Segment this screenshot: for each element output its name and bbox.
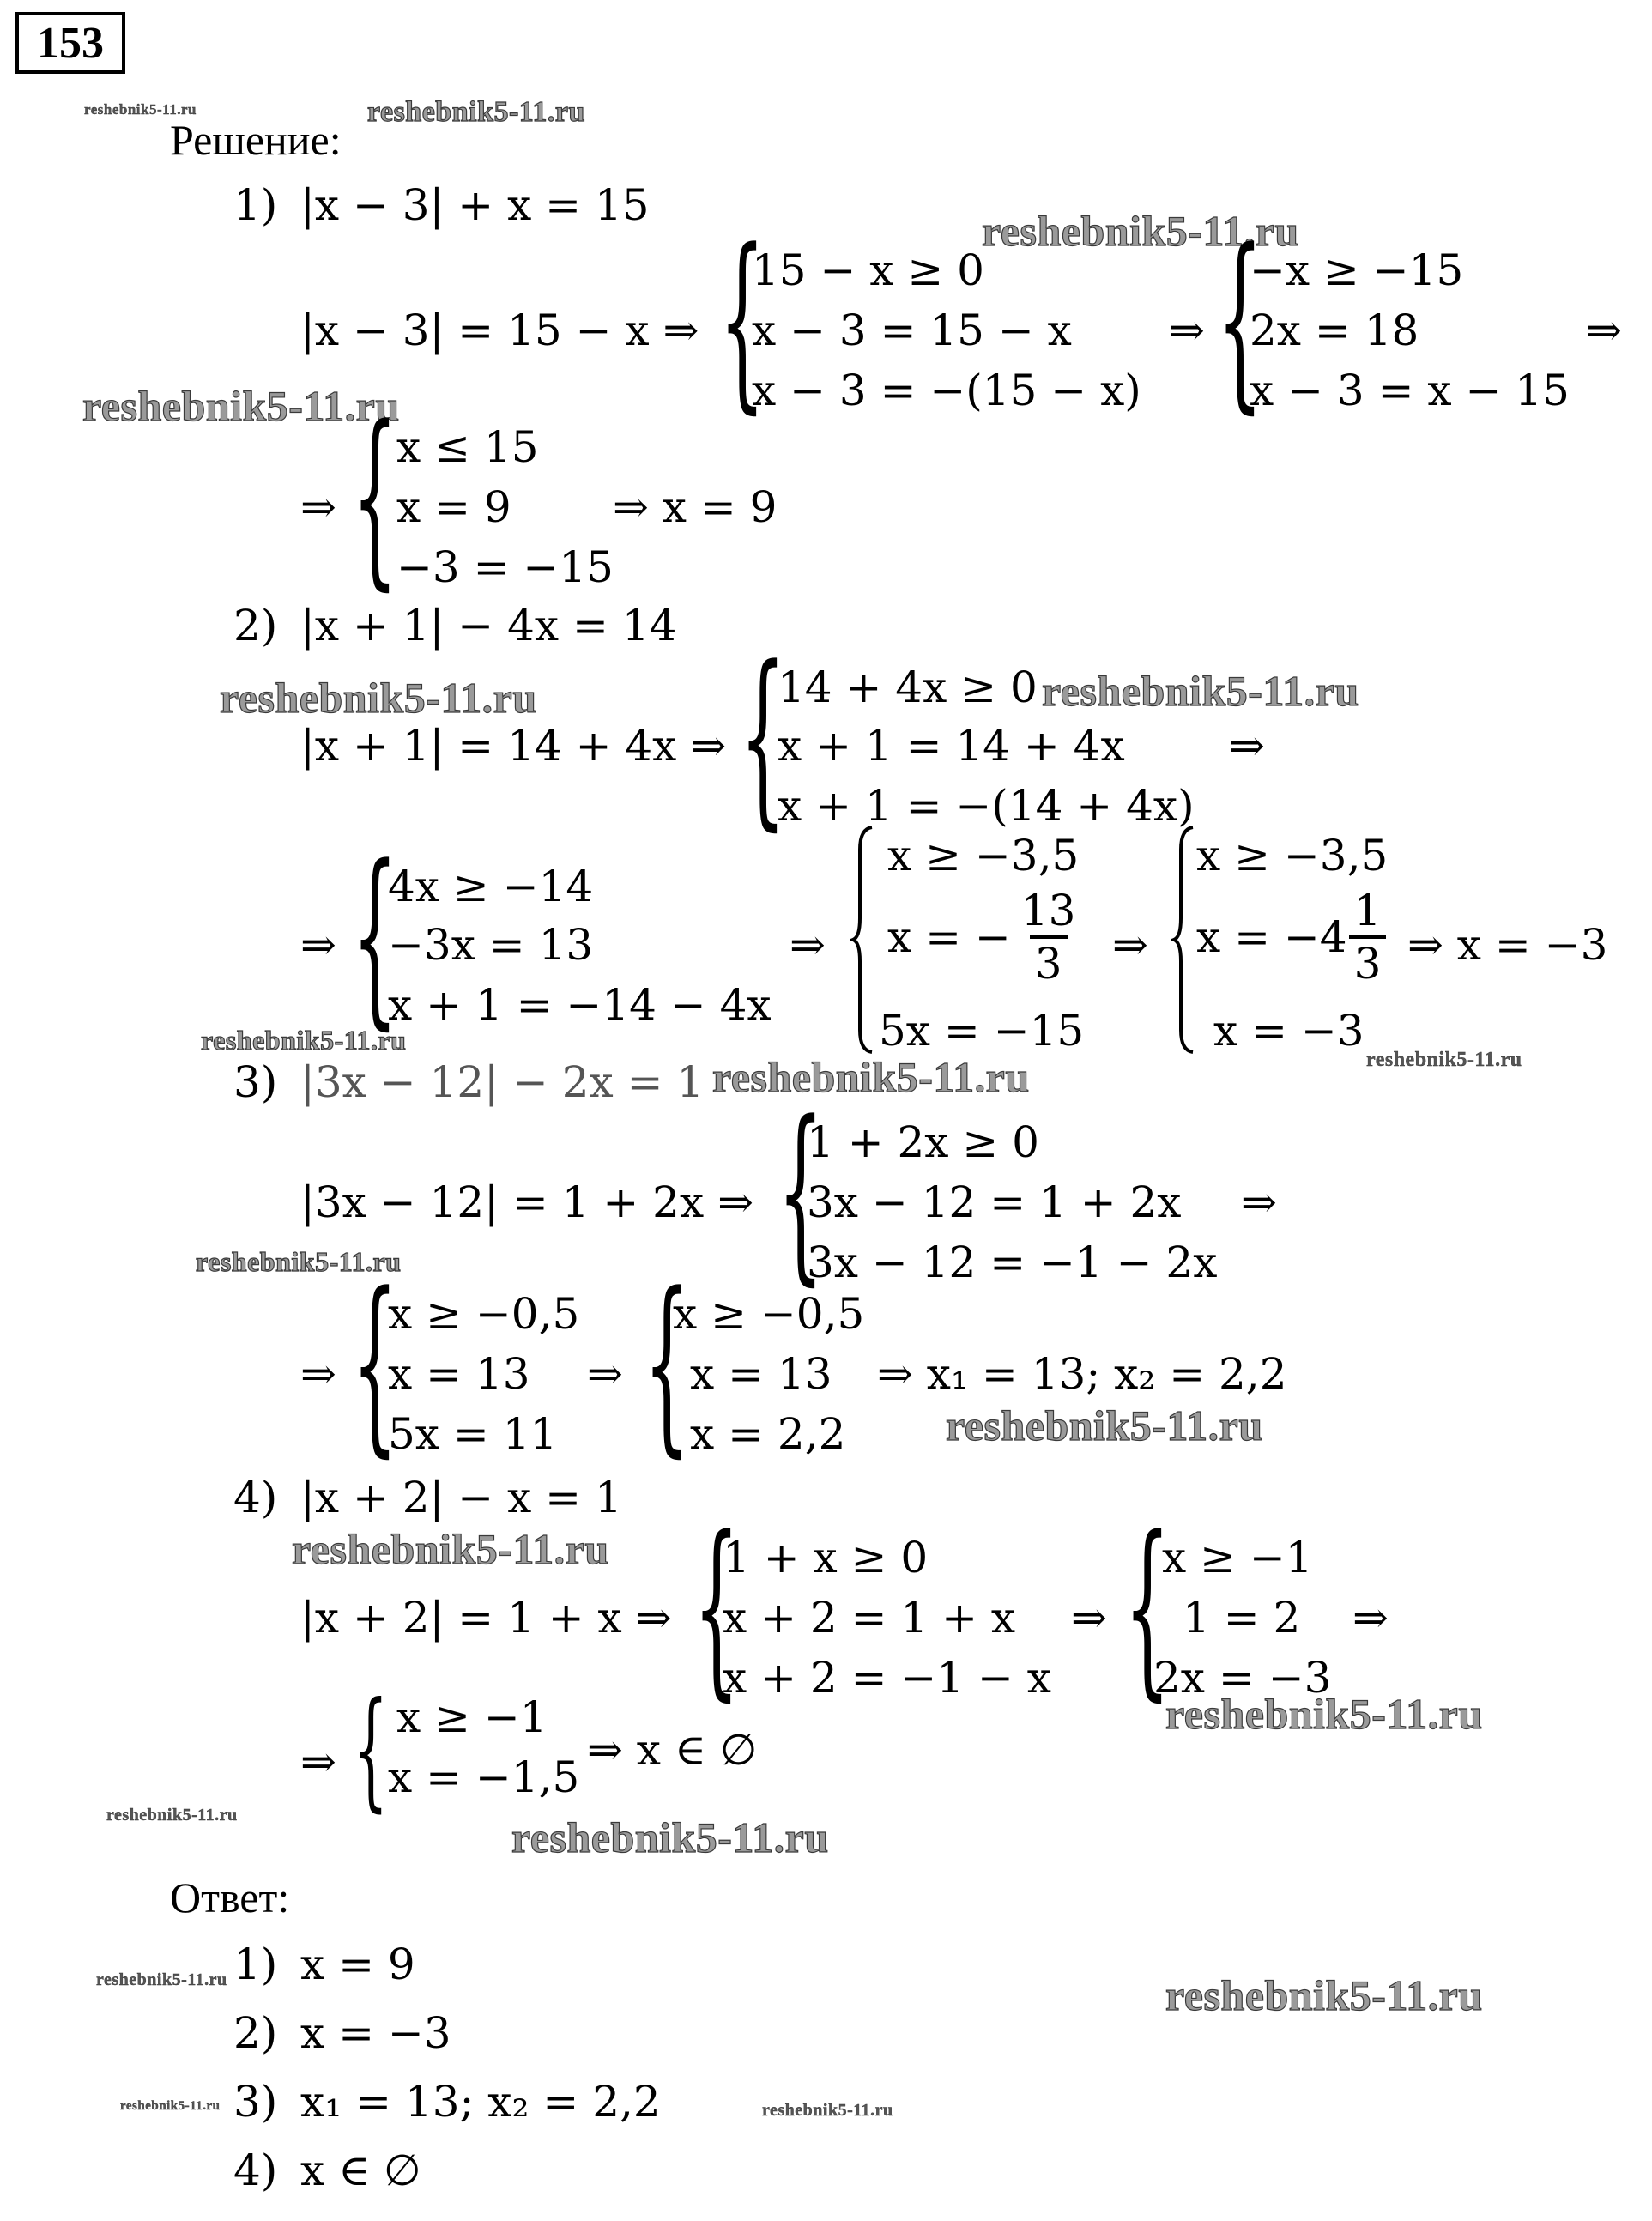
part2-sys1-line3: x + 1 = −(14 + 4x) bbox=[778, 781, 1195, 831]
implies-arrow: ⇒ bbox=[1241, 1177, 1277, 1227]
part2-sys2-line2: −3x = 13 bbox=[388, 920, 594, 970]
brace-icon: { bbox=[1217, 209, 1263, 431]
part3-sys2-line2: x = 13 bbox=[388, 1349, 530, 1399]
part2-sys1-line2: x + 1 = 14 + 4x bbox=[778, 721, 1125, 771]
watermark: reshebnik5-11.ru bbox=[712, 1053, 1030, 1101]
part2-sys3-line1: x ≥ −3,5 bbox=[887, 831, 1080, 881]
part2-sys3-line2 bbox=[887, 886, 1080, 989]
problem-number: 153 bbox=[15, 12, 125, 74]
brace-icon bbox=[1171, 824, 1196, 1056]
watermark: reshebnik5-11.ru bbox=[84, 101, 197, 118]
watermark: reshebnik5-11.ru bbox=[106, 1806, 238, 1825]
fraction bbox=[1016, 886, 1081, 989]
part1-sys1-line3: x − 3 = −(15 − x) bbox=[752, 366, 1141, 415]
part2-label: 2) bbox=[233, 601, 278, 651]
part1-sys2-line2: 2x = 18 bbox=[1250, 306, 1419, 355]
part4-sys1-line2: x + 2 = 1 + x bbox=[723, 1593, 1016, 1643]
part1-sys1-line1: 15 − x ≥ 0 bbox=[752, 245, 984, 295]
answer-4-value: x ∈ ∅ bbox=[300, 2145, 421, 2195]
fraction bbox=[1349, 886, 1387, 989]
solution-label: Решение: bbox=[170, 116, 342, 164]
watermark: reshebnik5-11.ru bbox=[1165, 1690, 1483, 1738]
watermark: reshebnik5-11.ru bbox=[196, 1246, 402, 1277]
brace-icon: { bbox=[352, 826, 398, 1047]
part3-sys2-line3: 5x = 11 bbox=[388, 1409, 558, 1459]
part1-label: 1) bbox=[233, 180, 278, 230]
implies-arrow: ⇒ bbox=[300, 482, 336, 532]
part4-sys2-line1: x ≥ −1 bbox=[1162, 1533, 1313, 1583]
part1-sys3-line1: x ≤ 15 bbox=[396, 422, 539, 472]
part2-step1-lhs: |x + 1| = 14 + 4x ⇒ bbox=[300, 721, 727, 771]
brace-icon: { bbox=[719, 209, 765, 431]
part3-sys1-line1: 1 + 2x ≥ 0 bbox=[807, 1117, 1039, 1167]
part2-sys3-line2-pre: x = − bbox=[887, 912, 1011, 962]
part3-sys3-line2: x = 13 bbox=[690, 1349, 832, 1399]
watermark: reshebnik5-11.ru bbox=[96, 1970, 227, 1989]
part2-sys1-line1: 14 + 4x ≥ 0 bbox=[778, 663, 1038, 712]
part2-sys4-line2 bbox=[1196, 886, 1386, 989]
part3-label: 3) bbox=[233, 1057, 278, 1107]
brace-icon bbox=[850, 824, 875, 1056]
implies-arrow: ⇒ bbox=[1352, 1593, 1389, 1643]
part1-sys3-line3: −3 = −15 bbox=[396, 542, 614, 592]
implies-arrow: ⇒ bbox=[1112, 920, 1148, 970]
brace-icon: { bbox=[644, 1253, 690, 1474]
implies-arrow: ⇒ bbox=[1169, 306, 1205, 355]
part2-sys4-line2-pre: x = −4 bbox=[1196, 912, 1347, 962]
part3-sys1-line2: 3x − 12 = 1 + 2x bbox=[807, 1177, 1182, 1227]
part2-sys3-line3: 5x = −15 bbox=[879, 1006, 1085, 1056]
brace-icon: { bbox=[352, 1253, 398, 1474]
implies-arrow: ⇒ bbox=[1586, 306, 1622, 355]
part1-step1-lhs: |x − 3| = 15 − x ⇒ bbox=[300, 306, 699, 355]
part4-sys1-line3: x + 2 = −1 − x bbox=[723, 1653, 1051, 1703]
watermark: reshebnik5-11.ru bbox=[1366, 1049, 1522, 1071]
part4-result: ⇒ x ∈ ∅ bbox=[587, 1725, 758, 1775]
watermark: reshebnik5-11.ru bbox=[82, 382, 400, 430]
answer-3-label: 3) bbox=[233, 2077, 278, 2127]
part3-step1-lhs: |3x − 12| = 1 + 2x ⇒ bbox=[300, 1177, 753, 1227]
implies-arrow: ⇒ bbox=[1229, 721, 1265, 771]
part2-sys4-line1: x ≥ −3,5 bbox=[1196, 831, 1389, 881]
answer-2-value: x = −3 bbox=[300, 2008, 451, 2058]
watermark: reshebnik5-11.ru bbox=[946, 1401, 1263, 1449]
watermark: reshebnik5-11.ru bbox=[511, 1813, 829, 1861]
fraction-numerator: 1 bbox=[1353, 886, 1382, 935]
watermark: reshebnik5-11.ru bbox=[120, 2099, 221, 2113]
part3-sys3-line3: x = 2,2 bbox=[690, 1409, 846, 1459]
part2-sys2-line3: x + 1 = −14 − 4x bbox=[388, 980, 772, 1030]
part4-sys3-line1: x ≥ −1 bbox=[396, 1692, 548, 1742]
watermark: reshebnik5-11.ru bbox=[292, 1525, 609, 1573]
part4-sys2-line3: 2x = −3 bbox=[1153, 1653, 1332, 1703]
fraction-denominator: 3 bbox=[1349, 935, 1387, 985]
part1-sys1-line2: x − 3 = 15 − x bbox=[752, 306, 1072, 355]
part1-sys3-line2: x = 9 bbox=[396, 482, 511, 532]
part3-sys1-line3: 3x − 12 = −1 − 2x bbox=[807, 1238, 1218, 1287]
watermark: reshebnik5-11.ru bbox=[762, 2101, 893, 2120]
part3-result: ⇒ x₁ = 13; x₂ = 2,2 bbox=[877, 1349, 1287, 1399]
answer-label: Ответ: bbox=[170, 1873, 290, 1921]
part4-equation: |x + 2| − x = 1 bbox=[300, 1473, 622, 1522]
fraction-denominator: 3 bbox=[1030, 935, 1068, 985]
part3-sys3-line1: x ≥ −0,5 bbox=[673, 1289, 865, 1339]
part2-sys2-line1: 4x ≥ −14 bbox=[388, 862, 594, 911]
implies-arrow: ⇒ bbox=[300, 1349, 336, 1399]
implies-arrow: ⇒ bbox=[790, 920, 826, 970]
answer-1-label: 1) bbox=[233, 1940, 278, 1989]
part1-result: ⇒ x = 9 bbox=[613, 482, 778, 532]
brace-icon: { bbox=[352, 386, 398, 608]
answer-4-label: 4) bbox=[233, 2145, 278, 2195]
brace-icon: { bbox=[778, 1081, 824, 1303]
implies-arrow: ⇒ bbox=[300, 920, 336, 970]
implies-arrow: ⇒ bbox=[1071, 1593, 1107, 1643]
part4-label: 4) bbox=[233, 1473, 278, 1522]
part3-sys2-line1: x ≥ −0,5 bbox=[388, 1289, 580, 1339]
answer-2-label: 2) bbox=[233, 2008, 278, 2058]
part4-sys2-line2: 1 = 2 bbox=[1183, 1593, 1301, 1643]
watermark: reshebnik5-11.ru bbox=[201, 1025, 407, 1056]
part2-equation: |x + 1| − 4x = 14 bbox=[300, 601, 677, 651]
watermark: reshebnik5-11.ru bbox=[220, 674, 537, 722]
answer-1-value: x = 9 bbox=[300, 1940, 415, 1989]
answer-3-value: x₁ = 13; x₂ = 2,2 bbox=[300, 2077, 661, 2127]
brace-icon: { bbox=[1124, 1497, 1171, 1718]
watermark: reshebnik5-11.ru bbox=[1042, 667, 1359, 715]
part3-equation: |3x − 12| − 2x = 1 bbox=[300, 1057, 705, 1107]
brace-icon: { bbox=[740, 626, 786, 848]
part4-step1-lhs: |x + 2| = 1 + x ⇒ bbox=[300, 1593, 672, 1643]
brace-icon: { bbox=[354, 1675, 389, 1825]
part2-sys4-line3: x = −3 bbox=[1213, 1006, 1365, 1056]
watermark: reshebnik5-11.ru bbox=[982, 207, 1299, 255]
brace-icon: { bbox=[693, 1497, 740, 1718]
fraction-numerator: 13 bbox=[1020, 886, 1076, 935]
implies-arrow: ⇒ bbox=[587, 1349, 623, 1399]
part4-sys3-line2: x = −1,5 bbox=[388, 1752, 580, 1802]
part4-sys1-line1: 1 + x ≥ 0 bbox=[723, 1533, 929, 1583]
watermark: reshebnik5-11.ru bbox=[1165, 1971, 1483, 2019]
part1-sys2-line1: −x ≥ −15 bbox=[1250, 245, 1464, 295]
watermark: reshebnik5-11.ru bbox=[367, 96, 585, 128]
part1-sys2-line3: x − 3 = x − 15 bbox=[1250, 366, 1570, 415]
implies-arrow: ⇒ bbox=[300, 1737, 336, 1787]
part1-equation: |x − 3| + x = 15 bbox=[300, 180, 650, 230]
part2-result: ⇒ x = −3 bbox=[1407, 920, 1608, 970]
